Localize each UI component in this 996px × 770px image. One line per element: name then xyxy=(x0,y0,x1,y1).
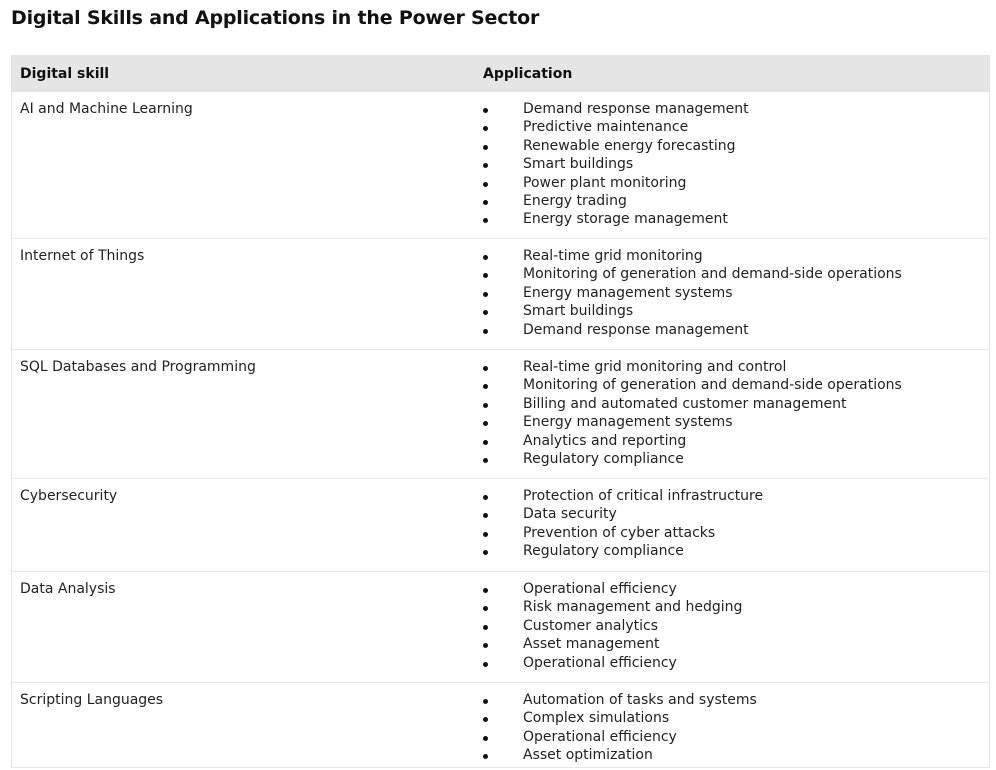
list-item xyxy=(474,450,989,468)
application-label: Demand response management xyxy=(523,321,749,338)
application-cell xyxy=(474,100,989,238)
bullet-icon xyxy=(483,421,488,426)
application-label: Monitoring of generation and demand-side operations xyxy=(523,377,902,394)
bullet-icon xyxy=(483,384,488,389)
bullet-icon xyxy=(483,699,488,704)
bullet-icon xyxy=(483,717,488,722)
list-item xyxy=(474,413,989,431)
application-label: Real-time grid monitoring xyxy=(523,248,703,264)
application-list xyxy=(474,580,989,672)
list-item xyxy=(474,709,989,727)
application-label: Automation of tasks and systems xyxy=(523,692,757,708)
list-item xyxy=(474,137,989,155)
application-label: Demand response management xyxy=(523,101,749,117)
bullet-icon xyxy=(483,126,488,131)
list-item xyxy=(474,524,989,542)
application-label: Protection of critical infrastructure xyxy=(523,488,764,504)
list-item xyxy=(474,746,989,764)
application-label: Asset management xyxy=(523,636,660,653)
table-row xyxy=(12,479,989,572)
application-label: Power plant monitoring xyxy=(523,174,687,191)
column-header-skill: Digital skill xyxy=(20,65,110,82)
application-label: Data security xyxy=(523,506,617,523)
skill-cell: Data Analysis xyxy=(20,581,116,597)
application-label: Smart buildings xyxy=(523,303,634,320)
bullet-icon xyxy=(483,495,488,500)
application-label: Energy storage management xyxy=(523,211,728,228)
skill-cell: AI and Machine Learning xyxy=(20,101,193,117)
table-header xyxy=(12,55,989,92)
application-list xyxy=(474,247,989,339)
bullet-icon xyxy=(483,754,488,759)
application-label: Prevention of cyber attacks xyxy=(523,524,716,541)
bullet-icon xyxy=(483,606,488,611)
list-item xyxy=(474,247,989,265)
application-label: Energy management systems xyxy=(523,284,733,301)
list-item xyxy=(474,321,989,339)
skill-cell: Scripting Languages xyxy=(20,692,164,708)
list-item xyxy=(474,487,989,505)
skill-cell: Internet of Things xyxy=(20,248,145,264)
application-label: Regulatory compliance xyxy=(523,451,684,468)
list-item xyxy=(474,376,989,394)
bullet-icon xyxy=(483,329,488,334)
list-item xyxy=(474,654,989,672)
bullet-icon xyxy=(483,458,488,463)
bullet-icon xyxy=(483,513,488,518)
bullet-icon xyxy=(483,403,488,408)
application-label: Smart buildings xyxy=(523,156,634,173)
table-row xyxy=(12,683,989,768)
list-item xyxy=(474,395,989,413)
bullet-icon xyxy=(483,532,488,537)
list-item xyxy=(474,100,989,118)
application-cell xyxy=(474,247,989,349)
application-list xyxy=(474,487,989,561)
list-item xyxy=(474,155,989,173)
bullet-icon xyxy=(483,736,488,741)
table-body xyxy=(12,92,989,768)
application-cell xyxy=(474,487,989,571)
application-cell xyxy=(474,358,989,478)
application-list xyxy=(474,100,989,229)
application-list xyxy=(474,691,989,765)
application-label: Analytics and reporting xyxy=(523,432,687,449)
list-item xyxy=(474,542,989,560)
bullet-icon xyxy=(483,255,488,260)
bullet-icon xyxy=(483,108,488,113)
application-label: Energy management systems xyxy=(523,414,733,431)
bullet-icon xyxy=(483,440,488,445)
list-item xyxy=(474,192,989,210)
list-item xyxy=(474,505,989,523)
skill-cell: SQL Databases and Programming xyxy=(20,359,256,375)
application-label: Operational efficiency xyxy=(523,581,677,597)
bullet-icon xyxy=(483,643,488,648)
application-label: Customer analytics xyxy=(523,617,659,634)
list-item xyxy=(474,210,989,228)
list-item xyxy=(474,265,989,283)
bullet-icon xyxy=(483,588,488,593)
application-label: Renewable energy forecasting xyxy=(523,137,736,154)
list-item xyxy=(474,728,989,746)
column-header-application: Application xyxy=(483,65,573,82)
application-label: Real-time grid monitoring and control xyxy=(523,359,787,375)
table-row xyxy=(12,350,989,479)
application-label: Monitoring of generation and demand-side operations xyxy=(523,266,902,283)
bullet-icon xyxy=(483,292,488,297)
application-label: Operational efficiency xyxy=(523,728,677,745)
list-item xyxy=(474,302,989,320)
list-item xyxy=(474,635,989,653)
application-cell xyxy=(474,691,989,767)
bullet-icon xyxy=(483,200,488,205)
application-label: Regulatory compliance xyxy=(523,543,684,560)
bullet-icon xyxy=(483,625,488,630)
skills-table xyxy=(11,55,990,768)
bullet-icon xyxy=(483,662,488,667)
list-item xyxy=(474,358,989,376)
list-item xyxy=(474,691,989,709)
bullet-icon xyxy=(483,145,488,150)
application-label: Asset optimization xyxy=(523,747,653,764)
table-row xyxy=(12,239,989,350)
application-label: Predictive maintenance xyxy=(523,119,689,136)
application-label: Risk management and hedging xyxy=(523,599,743,616)
bullet-icon xyxy=(483,163,488,168)
bullet-icon xyxy=(483,218,488,223)
list-item xyxy=(474,598,989,616)
bullet-icon xyxy=(483,273,488,278)
list-item xyxy=(474,580,989,598)
list-item xyxy=(474,284,989,302)
application-label: Complex simulations xyxy=(523,710,670,727)
table-row xyxy=(12,572,989,683)
page-title: Digital Skills and Applications in the Power Sector xyxy=(11,7,540,29)
bullet-icon xyxy=(483,182,488,187)
bullet-icon xyxy=(483,366,488,371)
application-label: Billing and automated customer management xyxy=(523,395,847,412)
table-row xyxy=(12,92,989,239)
list-item xyxy=(474,432,989,450)
list-item xyxy=(474,118,989,136)
application-label: Energy trading xyxy=(523,193,627,210)
bullet-icon xyxy=(483,310,488,315)
application-label: Operational efficiency xyxy=(523,654,677,671)
bullet-icon xyxy=(483,550,488,555)
skill-cell: Cybersecurity xyxy=(20,488,118,504)
list-item xyxy=(474,617,989,635)
application-cell xyxy=(474,580,989,682)
application-list xyxy=(474,358,989,468)
list-item xyxy=(474,174,989,192)
